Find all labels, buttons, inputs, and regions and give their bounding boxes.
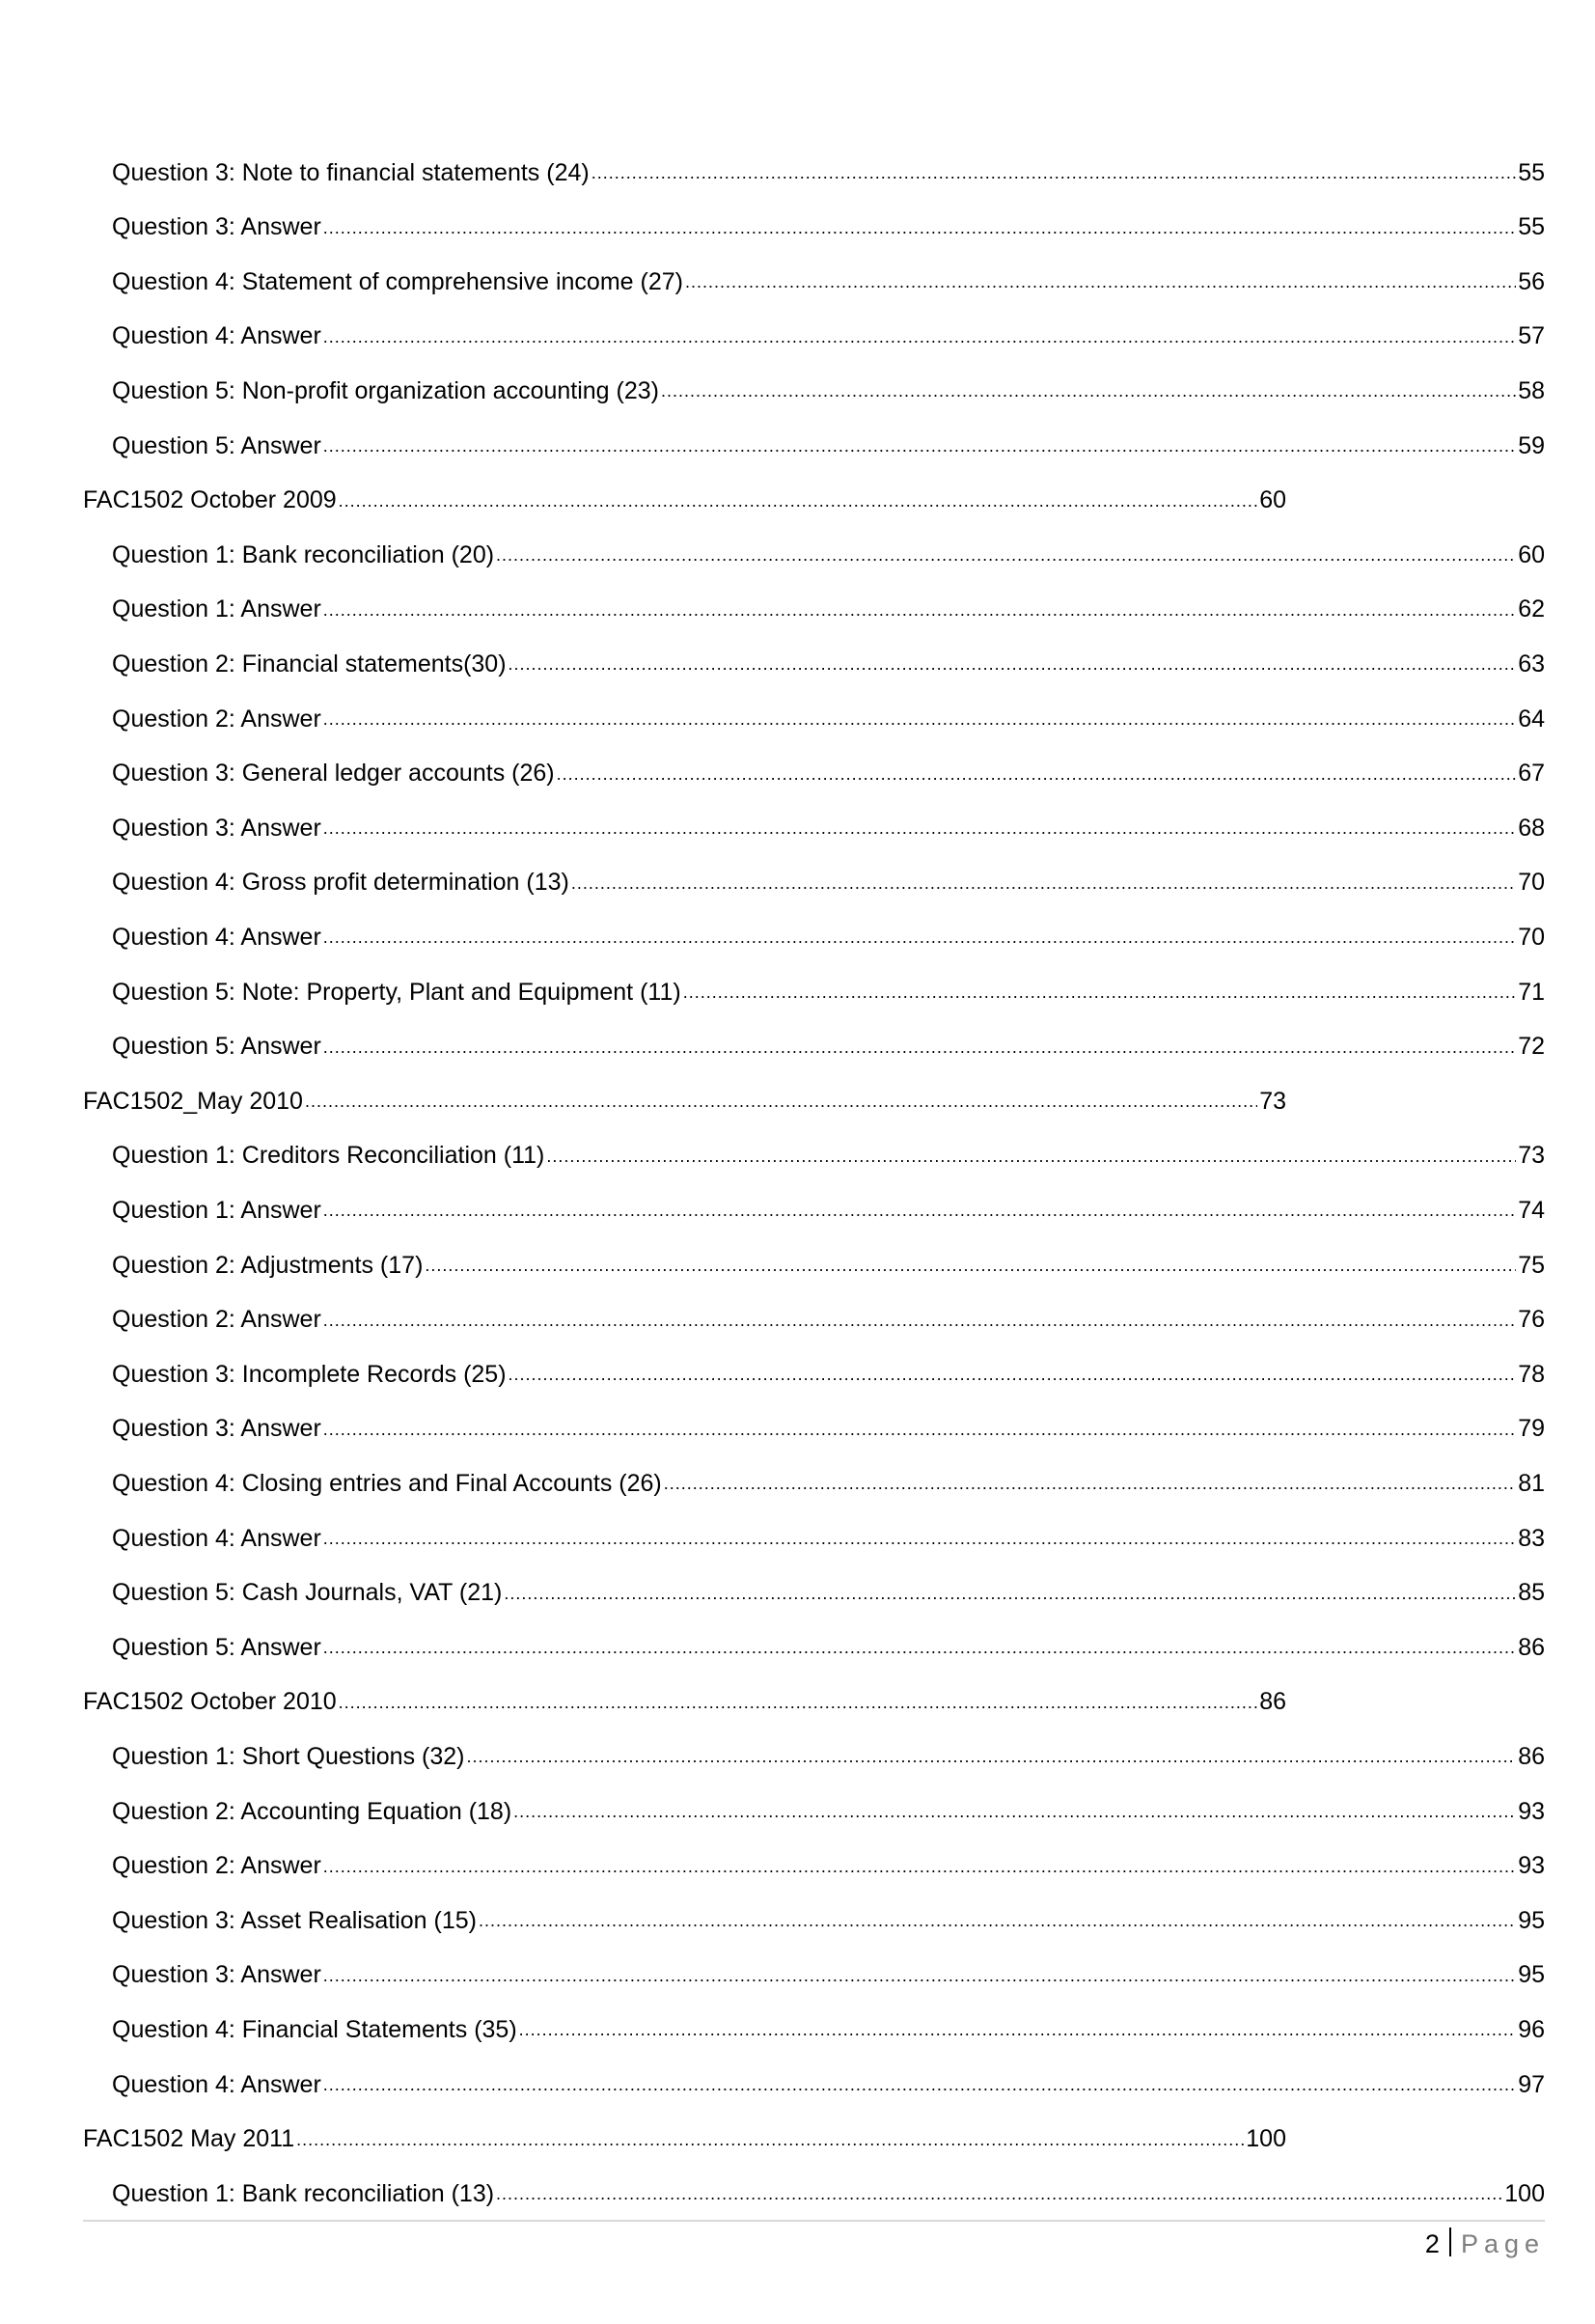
toc-entry[interactable] bbox=[112, 747, 1545, 801]
toc-entry-label: Question 4: Statement of comprehensive income (27) bbox=[112, 267, 683, 295]
toc-entry[interactable] bbox=[112, 1238, 1545, 1292]
dot-leader bbox=[509, 1360, 1517, 1389]
toc-section-entry[interactable] bbox=[83, 1675, 1286, 1729]
toc-entry[interactable] bbox=[112, 2167, 1545, 2221]
toc-entry[interactable] bbox=[112, 1511, 1545, 1565]
toc-entry-label: Question 5: Answer bbox=[112, 1033, 321, 1061]
toc-entry-label: Question 3: Answer bbox=[112, 1415, 321, 1443]
dot-leader bbox=[323, 1961, 1516, 1990]
toc-entry[interactable] bbox=[112, 1784, 1545, 1839]
toc-entry-page: 75 bbox=[1518, 1251, 1545, 1279]
toc-entry-label: Question 1: Answer bbox=[112, 595, 321, 623]
toc-entry-page: 81 bbox=[1518, 1469, 1545, 1497]
toc-entry[interactable] bbox=[112, 1020, 1545, 1074]
toc-entry[interactable] bbox=[112, 801, 1545, 855]
toc-entry-page: 70 bbox=[1518, 869, 1545, 897]
dot-leader bbox=[571, 869, 1516, 898]
toc-entry-page: 76 bbox=[1518, 1306, 1545, 1334]
toc-entry[interactable] bbox=[112, 1949, 1545, 2003]
toc-section-entry[interactable] bbox=[83, 2113, 1286, 2167]
toc-section-entry[interactable] bbox=[83, 1074, 1286, 1128]
dot-leader bbox=[323, 705, 1516, 733]
toc-entry-page: 60 bbox=[1259, 486, 1286, 514]
toc-entry-page: 63 bbox=[1518, 650, 1545, 678]
toc-entry-page: 74 bbox=[1518, 1196, 1545, 1224]
toc-entry-page: 96 bbox=[1518, 2015, 1545, 2043]
dot-leader bbox=[519, 2015, 1517, 2044]
toc-entry[interactable] bbox=[112, 528, 1545, 582]
toc-entry-label: Question 2: Accounting Equation (18) bbox=[112, 1797, 512, 1825]
toc-entry[interactable] bbox=[112, 1840, 1545, 1894]
toc-entry[interactable] bbox=[112, 1456, 1545, 1510]
toc-entry-label: Question 2: Answer bbox=[112, 1852, 321, 1880]
toc-entry-label: Question 5: Note: Property, Plant and Equipment (11) bbox=[112, 978, 681, 1006]
toc-entry-label: Question 4: Answer bbox=[112, 322, 321, 350]
toc-entry-label: Question 4: Closing entries and Final Accounts (26) bbox=[112, 1469, 662, 1497]
toc-section-entry[interactable] bbox=[83, 474, 1286, 528]
toc-entry-page: 67 bbox=[1518, 760, 1545, 788]
toc-entry[interactable] bbox=[112, 583, 1545, 637]
toc-entry-page: 73 bbox=[1259, 1087, 1286, 1115]
toc-entry-label: Question 1: Answer bbox=[112, 1196, 321, 1224]
dot-leader bbox=[323, 213, 1516, 242]
toc-entry-label: Question 3: Answer bbox=[112, 1961, 321, 1989]
toc-entry-page: 56 bbox=[1518, 267, 1545, 295]
toc-entry-label: Question 3: Answer bbox=[112, 814, 321, 842]
toc-entry-label: Question 3: General ledger accounts (26) bbox=[112, 760, 555, 788]
toc-entry-label: Question 1: Creditors Reconciliation (11) bbox=[112, 1142, 545, 1170]
toc-entry[interactable] bbox=[112, 1129, 1545, 1183]
toc-entry-page: 86 bbox=[1518, 1742, 1545, 1770]
toc-entry-page: 100 bbox=[1504, 2179, 1545, 2207]
toc-entry-label: Question 3: Asset Realisation (15) bbox=[112, 1906, 477, 1934]
dot-leader bbox=[323, 1196, 1516, 1225]
toc-entry[interactable] bbox=[112, 419, 1545, 473]
toc-entry-label: FAC1502_May 2010 bbox=[83, 1087, 303, 1115]
toc-entry[interactable] bbox=[112, 1402, 1545, 1456]
toc-entry-page: 62 bbox=[1518, 595, 1545, 623]
toc-entry-label: FAC1502 May 2011 bbox=[83, 2125, 295, 2153]
toc-entry-label: Question 5: Non-profit organization accounting (23) bbox=[112, 376, 659, 404]
toc-entry-label: Question 4: Answer bbox=[112, 1524, 321, 1552]
toc-entry[interactable] bbox=[112, 255, 1545, 309]
dot-leader bbox=[339, 486, 1258, 515]
dot-leader bbox=[323, 1852, 1516, 1881]
toc-entry[interactable] bbox=[112, 637, 1545, 691]
toc-entry-label: Question 3: Answer bbox=[112, 213, 321, 241]
page-number: 2 bbox=[1424, 2229, 1440, 2258]
toc-entry-page: 70 bbox=[1518, 923, 1545, 951]
toc-entry-page: 58 bbox=[1518, 376, 1545, 404]
toc-entry-page: 68 bbox=[1518, 814, 1545, 842]
dot-leader bbox=[323, 322, 1516, 351]
toc-entry-page: 55 bbox=[1518, 213, 1545, 241]
dot-leader bbox=[323, 1633, 1516, 1662]
toc-entry-page: 85 bbox=[1518, 1579, 1545, 1607]
dot-leader bbox=[323, 814, 1516, 843]
toc-entry-page: 97 bbox=[1518, 2070, 1545, 2098]
toc-entry-page: 71 bbox=[1518, 978, 1545, 1006]
toc-entry-label: Question 2: Adjustments (17) bbox=[112, 1251, 424, 1279]
toc-entry-page: 57 bbox=[1518, 322, 1545, 350]
toc-entry-label: Question 4: Gross profit determination (13) bbox=[112, 869, 569, 897]
toc-entry[interactable] bbox=[112, 1183, 1545, 1237]
dot-leader bbox=[305, 1087, 1257, 1116]
toc-entry-label: Question 5: Answer bbox=[112, 431, 321, 459]
toc-entry-page: 100 bbox=[1246, 2125, 1286, 2153]
toc-entry[interactable] bbox=[112, 1293, 1545, 1347]
dot-leader bbox=[323, 1415, 1516, 1444]
dot-leader bbox=[591, 158, 1516, 187]
footer-separator bbox=[1449, 2227, 1451, 2256]
toc-entry-page: 72 bbox=[1518, 1033, 1545, 1061]
toc-entry[interactable] bbox=[112, 1347, 1545, 1401]
dot-leader bbox=[496, 540, 1516, 569]
toc-entry-page: 60 bbox=[1518, 540, 1545, 568]
dot-leader bbox=[504, 1579, 1516, 1608]
toc-entry-label: Question 4: Financial Statements (35) bbox=[112, 2015, 517, 2043]
toc-entry[interactable] bbox=[112, 910, 1545, 964]
toc-entry[interactable] bbox=[112, 965, 1545, 1019]
toc-entry-page: 79 bbox=[1518, 1415, 1545, 1443]
toc-entry-page: 59 bbox=[1518, 431, 1545, 459]
dot-leader bbox=[513, 1797, 1516, 1826]
toc-entry-label: Question 2: Answer bbox=[112, 705, 321, 733]
toc-entry-page: 95 bbox=[1518, 1906, 1545, 1934]
page-label: Page bbox=[1460, 2229, 1545, 2258]
dot-leader bbox=[479, 1906, 1516, 1935]
dot-leader bbox=[323, 2070, 1516, 2099]
dot-leader bbox=[685, 267, 1516, 296]
dot-leader bbox=[546, 1142, 1516, 1171]
toc-entry-label: FAC1502 October 2009 bbox=[83, 486, 337, 514]
toc-entry-label: Question 5: Answer bbox=[112, 1633, 321, 1661]
toc-entry-label: Question 4: Answer bbox=[112, 2070, 321, 2098]
dot-leader bbox=[683, 978, 1517, 1007]
page-footer bbox=[1425, 2227, 1545, 2259]
toc-entry[interactable] bbox=[112, 692, 1545, 746]
toc-entry[interactable] bbox=[112, 2003, 1545, 2057]
toc-entry-page: 83 bbox=[1518, 1524, 1545, 1552]
dot-leader bbox=[466, 1742, 1516, 1771]
dot-leader bbox=[425, 1251, 1516, 1280]
toc-entry-page: 64 bbox=[1518, 705, 1545, 733]
dot-leader bbox=[509, 650, 1517, 678]
dot-leader bbox=[496, 2179, 1502, 2208]
toc-entry-label: FAC1502 October 2010 bbox=[83, 1688, 337, 1716]
toc-entry[interactable] bbox=[112, 201, 1545, 255]
toc-entry[interactable] bbox=[112, 1566, 1545, 1620]
dot-leader bbox=[323, 1033, 1516, 1062]
toc-entry-page: 93 bbox=[1518, 1797, 1545, 1825]
toc-entry-page: 73 bbox=[1518, 1142, 1545, 1170]
toc-entry-label: Question 2: Financial statements(30) bbox=[112, 650, 507, 678]
toc-entry-page: 86 bbox=[1518, 1633, 1545, 1661]
footer-divider bbox=[83, 2220, 1545, 2222]
dot-leader bbox=[661, 376, 1516, 405]
toc-entry[interactable] bbox=[112, 364, 1545, 418]
toc-entry[interactable] bbox=[112, 1620, 1545, 1674]
toc-entry-label: Question 1: Bank reconciliation (20) bbox=[112, 540, 495, 568]
toc-entry-page: 86 bbox=[1259, 1688, 1286, 1716]
toc-entry-page: 78 bbox=[1518, 1360, 1545, 1388]
dot-leader bbox=[557, 760, 1517, 788]
toc-entry-page: 55 bbox=[1518, 158, 1545, 186]
dot-leader bbox=[296, 2125, 1244, 2154]
toc-entry-label: Question 1: Bank reconciliation (13) bbox=[112, 2179, 495, 2207]
toc-entry-page: 93 bbox=[1518, 1852, 1545, 1880]
toc-entry-label: Question 5: Cash Journals, VAT (21) bbox=[112, 1579, 503, 1607]
dot-leader bbox=[323, 595, 1516, 624]
toc-entry-label: Question 2: Answer bbox=[112, 1306, 321, 1334]
dot-leader bbox=[664, 1469, 1516, 1498]
toc-entry-label: Question 3: Incomplete Records (25) bbox=[112, 1360, 507, 1388]
toc-entry[interactable] bbox=[112, 2058, 1545, 2112]
dot-leader bbox=[323, 431, 1516, 460]
toc-entry[interactable] bbox=[112, 856, 1545, 910]
toc-entry-label: Question 1: Short Questions (32) bbox=[112, 1742, 465, 1770]
dot-leader bbox=[323, 1306, 1516, 1335]
toc-entry[interactable] bbox=[112, 1729, 1545, 1784]
toc-entry[interactable] bbox=[112, 1894, 1545, 1948]
toc-entry-label: Question 3: Note to financial statements (24) bbox=[112, 158, 590, 186]
dot-leader bbox=[339, 1688, 1258, 1717]
dot-leader bbox=[323, 1524, 1516, 1553]
toc-entry-page: 95 bbox=[1518, 1961, 1545, 1989]
toc-entry[interactable] bbox=[112, 146, 1545, 200]
toc-entry-label: Question 4: Answer bbox=[112, 923, 321, 951]
toc-entry[interactable] bbox=[112, 310, 1545, 364]
dot-leader bbox=[323, 923, 1516, 952]
